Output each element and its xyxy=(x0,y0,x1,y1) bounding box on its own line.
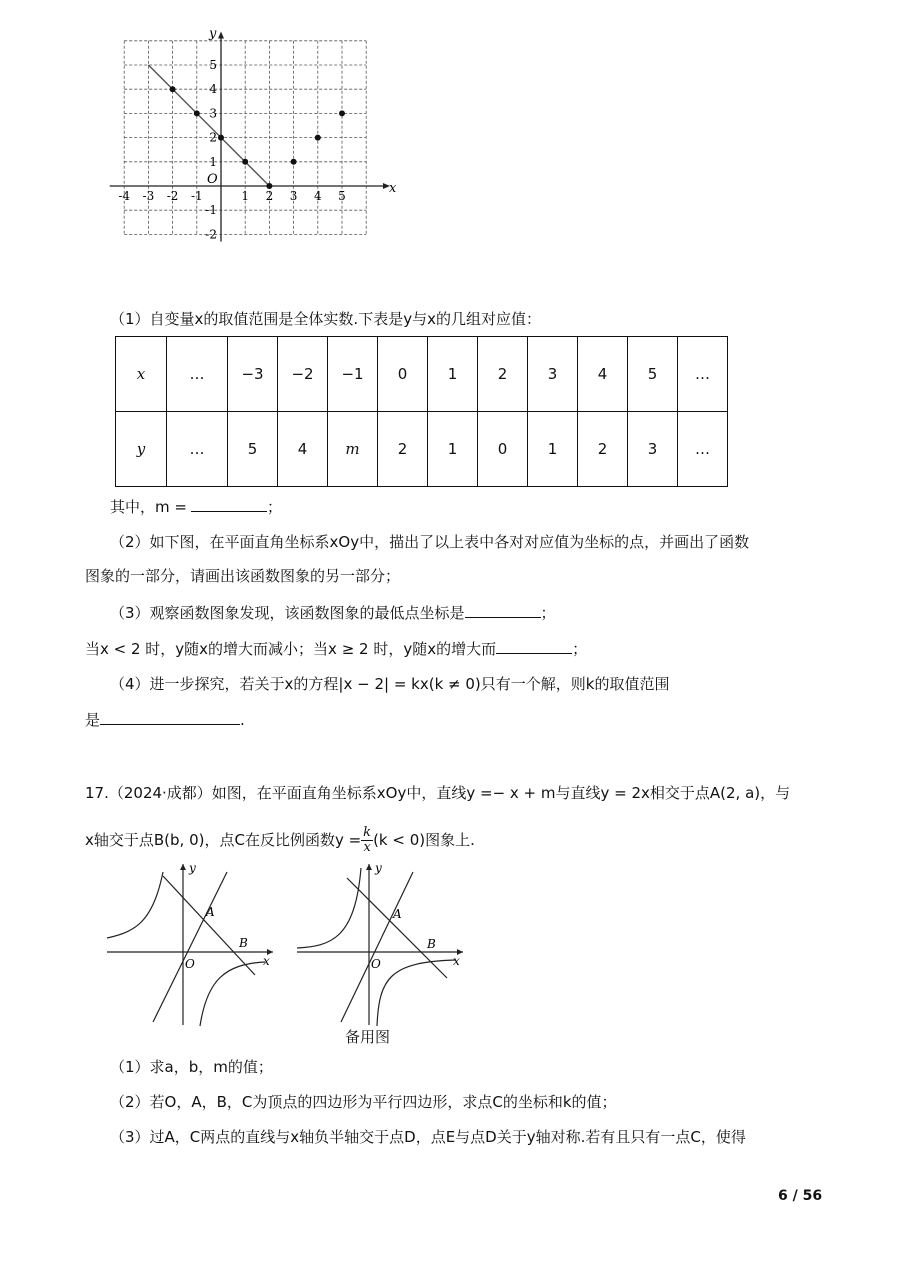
p17-line1: 17.（2024·成都）如图，在平面直角坐标系xOy中，直线y =− x + m与直线y = 2x相交于点A(2, a)，与 xyxy=(85,784,791,802)
x-tick-label: 2 xyxy=(265,189,274,203)
graph-grid xyxy=(124,41,366,235)
graph-tick-labels xyxy=(118,58,345,241)
table-row-x xyxy=(116,337,728,412)
label-y: y xyxy=(375,861,382,875)
q3-prefix: （3）观察函数图象发现，该函数图象的最低点坐标是 xyxy=(110,604,465,622)
line-y-eq-2x xyxy=(341,872,413,1022)
q2-line1: （2）如下图，在平面直角坐标系xOy中，描出了以上表中各对对应值为坐标的点，并画出了函数 xyxy=(110,533,750,551)
line-y-eq-2x xyxy=(153,872,227,1022)
x-tick-label: -3 xyxy=(142,189,155,203)
table-cell: 5 xyxy=(628,337,678,412)
x-axis-label: x xyxy=(388,181,397,196)
y-tick-label: 5 xyxy=(209,58,217,72)
p17-line2-b: (k < 0)图象上. xyxy=(373,831,475,849)
p17-line2-a: x轴交于点B(b, 0)，点C在反比例函数y = xyxy=(85,831,362,849)
table-cell: m xyxy=(328,412,378,487)
y-arrow-icon xyxy=(180,864,186,870)
x-tick-label: 1 xyxy=(241,189,250,203)
table-cell: … xyxy=(678,337,728,412)
label-B: B xyxy=(427,937,436,951)
table-cell: … xyxy=(167,412,228,487)
y-tick-label: 2 xyxy=(209,130,217,145)
k-range-blank[interactable] xyxy=(100,709,240,725)
data-point xyxy=(291,159,297,165)
table-cell: … xyxy=(678,412,728,487)
data-point xyxy=(194,110,200,116)
m-answer-blank[interactable] xyxy=(191,496,267,512)
table-cell: 0 xyxy=(478,412,528,487)
table-cell: 5 xyxy=(228,412,278,487)
m-prefix: 其中，m = xyxy=(110,498,187,516)
y-axis-label: y xyxy=(209,26,217,42)
q4-prefix: 是 xyxy=(85,711,101,729)
table-cell: 0 xyxy=(378,337,428,412)
page-number: 6 / 56 xyxy=(778,1188,823,1204)
data-point xyxy=(242,159,248,165)
x-tick-label: -1 xyxy=(190,189,203,203)
q2-line2: 图象的一部分，请画出该函数图象的另一部分； xyxy=(85,567,401,585)
table-cell: −1 xyxy=(328,337,378,412)
y-arrow-icon xyxy=(218,32,224,39)
label-B: B xyxy=(239,936,248,950)
q4-line1: （4）进一步探究，若关于x的方程|x − 2| = kx(k ≠ 0)只有一个解，则k的取值范围 xyxy=(110,675,670,693)
value-table xyxy=(115,336,728,487)
y-tick-label: 1 xyxy=(209,154,217,169)
y-tick-label: 4 xyxy=(209,82,217,97)
data-point xyxy=(218,135,224,141)
table-cell: 4 xyxy=(578,337,628,412)
p17-figure-spare xyxy=(295,860,475,1030)
y-arrow-icon xyxy=(366,864,372,870)
period: . xyxy=(240,711,245,729)
trend-blank[interactable] xyxy=(496,638,572,654)
table-cell: y xyxy=(116,412,167,487)
table-cell: −2 xyxy=(278,337,328,412)
x-tick-label: 4 xyxy=(313,189,322,203)
q3-line1 xyxy=(110,602,556,623)
line-y-eq-neg-x-plus-m xyxy=(347,878,447,978)
y-tick-label: -1 xyxy=(205,203,217,218)
y-tick-label: -2 xyxy=(205,227,217,242)
table-cell: 3 xyxy=(628,412,678,487)
data-point xyxy=(339,110,345,116)
p17-figure-main xyxy=(105,860,285,1030)
table-cell: 1 xyxy=(428,412,478,487)
p17-sub1: （1）求a，b，m的值； xyxy=(110,1058,273,1076)
table-cell: 1 xyxy=(428,337,478,412)
label-A: A xyxy=(206,905,215,919)
x-tick-label: -2 xyxy=(166,189,179,203)
hyperbola-branch-left xyxy=(107,872,163,938)
q3-line2-text: 当x < 2 时，y随x的增大而减小；当x ≥ 2 时，y随x的增大而 xyxy=(85,640,497,658)
fraction-numerator: k xyxy=(363,825,372,840)
figure-caption: 备用图 xyxy=(345,1028,391,1046)
x-tick-label: -4 xyxy=(118,189,131,203)
table-cell: 1 xyxy=(528,412,578,487)
q1-text: （1）自变量x的取值范围是全体实数.下表是y与x的几组对应值： xyxy=(110,310,541,328)
data-point xyxy=(266,183,272,189)
x-tick-label: 5 xyxy=(338,189,346,203)
table-cell: x xyxy=(116,337,167,412)
label-O: O xyxy=(185,957,195,971)
table-cell: −3 xyxy=(228,337,278,412)
data-point xyxy=(315,135,321,141)
p17-line2 xyxy=(85,822,475,858)
fraction-denominator: x xyxy=(363,840,371,855)
q4-line2 xyxy=(85,709,245,730)
label-y: y xyxy=(189,861,196,875)
y-tick-label: 3 xyxy=(209,106,217,121)
p17-sub3: （3）过A，C两点的直线与x轴负半轴交于点D，点E与点D关于y轴对称.若有且只有一点C，使得 xyxy=(110,1128,746,1146)
x-tick-label: 3 xyxy=(289,189,298,203)
label-O: O xyxy=(371,957,381,971)
data-point xyxy=(170,86,176,92)
hyperbola-branch-left xyxy=(297,868,361,948)
table-cell: 4 xyxy=(278,412,328,487)
hyperbola-branch-right xyxy=(377,960,455,1026)
table-cell: 2 xyxy=(578,412,628,487)
semicolon: ； xyxy=(266,498,282,516)
table-row-y xyxy=(116,412,728,487)
label-A: A xyxy=(393,907,402,921)
q3-line2 xyxy=(85,638,587,659)
semicolon: ； xyxy=(572,640,588,658)
line-y-eq-neg-x-plus-m xyxy=(163,876,255,975)
fraction-k-over-x xyxy=(361,826,373,855)
label-x: x xyxy=(453,954,460,968)
table-cell: … xyxy=(167,337,228,412)
hyperbola-branch-right xyxy=(200,962,265,1026)
coordinate-graph xyxy=(100,26,400,300)
p17-sub2: （2）若O，A，B，C为顶点的四边形为平行四边形，求点C的坐标和k的值； xyxy=(110,1093,617,1111)
table-cell: 2 xyxy=(478,337,528,412)
lowest-point-blank[interactable] xyxy=(465,602,541,618)
m-answer-line xyxy=(110,496,282,517)
origin-label: O xyxy=(207,172,218,187)
label-x: x xyxy=(263,954,270,968)
table-cell: 3 xyxy=(528,337,578,412)
table-cell: 2 xyxy=(378,412,428,487)
semicolon: ； xyxy=(540,604,556,622)
